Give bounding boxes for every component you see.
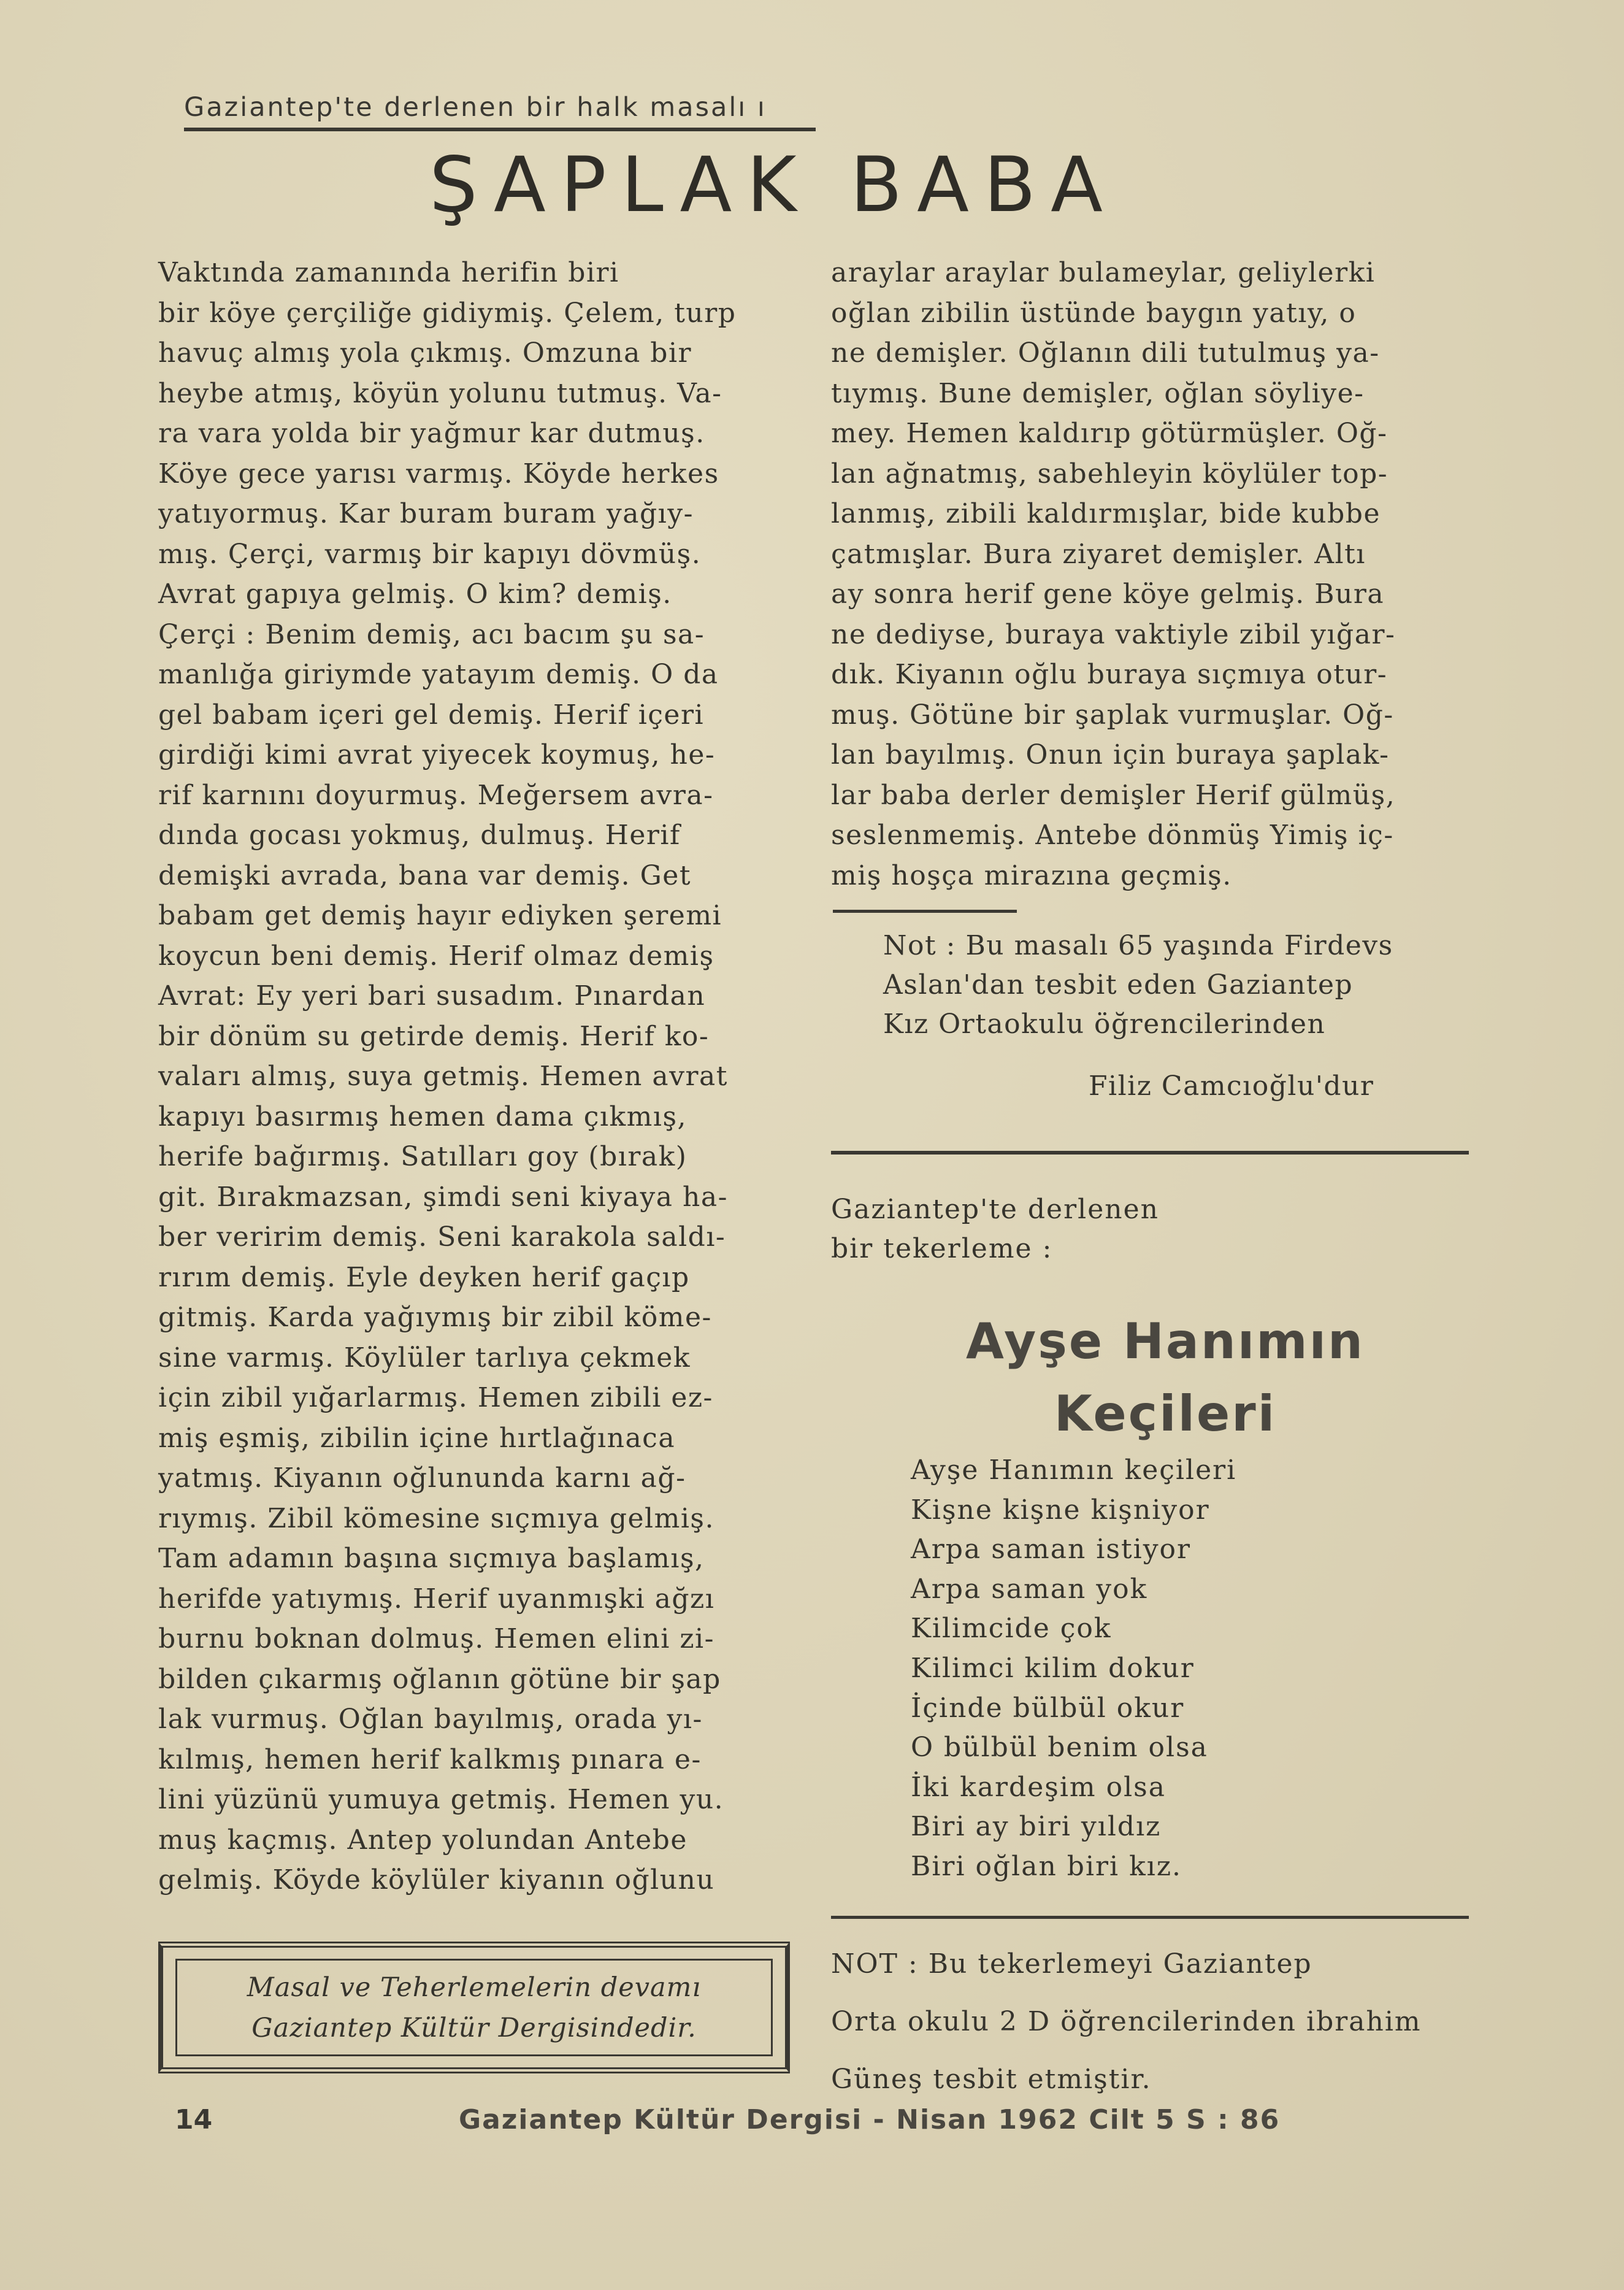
rhyme-title-line1: Ayşe Hanımın (966, 1313, 1365, 1370)
article-title: ŞAPLAK BABA (429, 141, 1117, 229)
story-note-signature: Filiz Camcıoğlu'dur (1089, 1070, 1374, 1102)
rhyme-note: NOT : Bu tekerlemeyi Gaziantep Orta okulu 2 D öğrencilerinden ibrahim Güneş tesbit etmiştir. (831, 1948, 1422, 2095)
rhyme-intro: Gaziantep'te derlenen bir tekerleme : (831, 1194, 1159, 1264)
rhyme-line: Ayşe Hanımın keçileri (911, 1454, 1237, 1486)
story-right-column: araylar araylar bulameylar, geliylerki oğlan zibilin üstünde baygın yatıy, o ne demişler. Oğlanın dili tutulmuş ya- tıymış. Bune demişler, oğlan söyliye- mey. Hemen kaldırıp götürmüşler. Oğ- lan ağnatmış, sabehleyin köylüler top- lanmış, zibili kaldırmışlar, bide kubbe çatmışlar. Bura ziyaret demişler. Altı ay sonra herif gene köye gelmiş. Bura ne dediyse, buraya vaktiyle zibil yığar- dık. Kiyanın oğlu buraya sıçmıya otur- muş. Götüne bir şaplak vurmuşlar. Oğ- lan bayılmış. Onun için buraya şaplak- lar baba derler demişler Herif gülmüş, seslenmemiş. Antebe dönmüş Yimiş iç- miş hoşça mirazına geçmiş. (831, 257, 1396, 891)
section-divider (831, 1151, 1469, 1155)
article-kicker: Gaziantep'te derlenen bir halk masalı ı (184, 92, 816, 131)
rhyme-line: Arpa saman yok (911, 1573, 1148, 1605)
continuation-box-inner (175, 1959, 773, 2056)
rhyme-title-line2: Keçileri (1054, 1385, 1277, 1442)
rhyme-note-divider (831, 1916, 1469, 1919)
note-divider (833, 910, 1017, 913)
continuation-line2: Gaziantep Kültür Dergisindedir. (251, 2012, 697, 2043)
rhyme-line: O bülbül benim olsa (911, 1732, 1208, 1764)
continuation-line1: Masal ve Teherlemelerin devamı (247, 1972, 702, 2003)
continuation-box (158, 1942, 790, 2073)
rhyme-line: Biri oğlan biri kız. (911, 1850, 1182, 1882)
footer-citation: Gaziantep Kültür Dergisi - Nisan 1962 Cilt 5 S : 86 (459, 2104, 1281, 2135)
rhyme-line: Arpa saman istiyor (911, 1534, 1192, 1566)
rhyme-line: İki kardeşim olsa (911, 1771, 1166, 1803)
rhyme-line: Biri ay biri yıldız (911, 1811, 1162, 1843)
rhyme-line: Kilimci kilim dokur (911, 1652, 1195, 1684)
page-number: 14 (175, 2104, 213, 2135)
rhyme-line: İçinde bülbül okur (911, 1692, 1185, 1724)
rhyme-lines (911, 1451, 1463, 1887)
rhyme-line: Kişne kişne kişniyor (911, 1494, 1210, 1526)
story-note: Not : Bu masalı 65 yaşında Firdevs Aslan'dan tesbit eden Gaziantep Kız Ortaokulu öğrencilerinden (883, 930, 1393, 1040)
rhyme-line: Kilimcide çok (911, 1613, 1112, 1645)
story-left-column: Vaktında zamanında herifin biri bir köye çerçiliğe gidiymiş. Çelem, turp havuç almış yola çıkmış. Omzuna bir heybe atmış, köyün yolunu tutmuş. Va- ra vara yolda bir yağmur kar dutmuş. Köye gece yarısı varmış. Köyde herkes yatıyormuş. Kar buram buram yağıy- mış. Çerçi, varmış bir kapıyı dövmüş. Avrat gapıya gelmiş. O kim? demiş. Çerçi : Benim demiş, acı bacım şu sa- manlığa giriymde yatayım demiş. O da gel babam içeri gel demiş. Herif içeri girdiği kimi avrat yiyecek koymuş, he- rif karnını doyurmuş. Meğersem avra- dında gocası yokmuş, dulmuş. Herif demişki avrada, bana var demiş. Get babam get demiş hayır ediyken şeremi koycun beni demiş. Herif olmaz demiş Avrat: Ey yeri bari susadım. Pınardan bir dönüm su getirde demiş. Herif ko- vaları almış, suya getmiş. Hemen avrat kapıyı basırmış hemen dama çıkmış, herife bağırmış. Satılları goy (bırak) git. Bırakmazsan, şimdi seni kiyaya ha- ber veririm demiş. Seni karakola saldı- rırım demiş. Eyle deyken herif gaçıp gitmiş. Karda yağıymış bir zibil köme- sine varmış. Köylüler tarlıya çekmek için zibil yığarlarmış. Hemen zibili ez- miş eşmiş, zibilin içine hırtlağınaca yatmış. Kiyanın oğlununda karnı ağ- rıymış. Zibil kömesine sıçmıya gelmiş. Tam adamın başına sıçmıya başlamış, herifde yatıymış. Herif uyanmışki ağzı burnu boknan dolmuş. Hemen elini zi- bilden çıkarmış oğlanın götüne bir şap lak vurmuş. Oğlan bayılmış, orada yı- kılmış, hemen herif kalkmış pınara e- lini yüzünü yumuya getmiş. Hemen yu. muş kaçmış. Antep yolundan Antebe gelmiş. Köyde köylüler kiyanın oğlunu (158, 257, 737, 1896)
